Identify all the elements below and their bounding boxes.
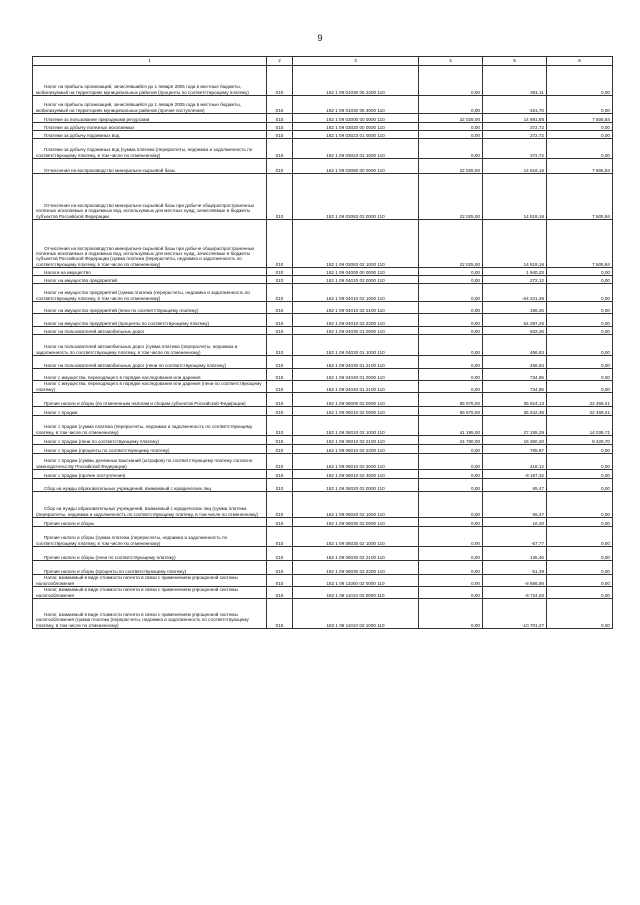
row-value-col4: 0,00 [419,335,483,356]
row-value-col6: 7 505,84 [547,220,613,268]
table-row [33,416,613,436]
row-value-col5: 272,12 [483,276,547,284]
row-line-code: 010 [267,436,293,445]
row-name-text: Налог на прибыль организаций, зачислявшийся до 1 января 2005 года в местные бюджеты, мобилизуемый на территориях муниципальных районов (проценты по соответствующему платежу) [36,84,249,95]
row-line-code: 010 [267,492,293,518]
row-name-text: Налог на пользователей автомобильных дорог (сумма платежа (перерасчеты, недоимка и задолженность по соответствующему платежу, в том числе по отмененному) [36,344,238,355]
row-budget-code: 182 1 09 06030 02 1000 110 [293,527,419,547]
row-value-col6: 0,00 [547,381,613,393]
row-value-col6: 0,00 [547,492,613,518]
row-name-text: Налог на пользователей автомобильных дорог (пени по соответствующему платежу) [44,362,226,368]
row-line-code: 010 [267,416,293,436]
row-budget-code: 182 1 09 03023 01 1000 110 [293,139,419,159]
row-value-col4: 0,00 [419,302,483,314]
table-row [33,454,613,470]
row-budget-code: 182 1 09 04010 02 2100 110 [293,302,419,314]
row-value-col4: 0,00 [419,284,483,302]
row-value-col4: 22 025,00 [419,159,483,174]
row-line-code: 010 [267,276,293,284]
table-header-row [33,57,613,66]
row-line-code: 010 [267,123,293,131]
row-value-col6: 0,00 [547,527,613,547]
row-budget-code: 182 1 09 06010 02 1000 110 [293,416,419,436]
table-row [33,314,613,327]
row-name [33,302,267,314]
row-value-col6: 0,00 [547,479,613,492]
column-header: 2 [267,57,293,66]
row-budget-code: 182 1 09 03020 00 0000 110 [293,123,419,131]
row-budget-code: 182 1 09 01030 05 4000 110 [293,96,419,114]
row-name [33,139,267,159]
row-value-col6: 0,00 [547,131,613,139]
table-row [33,123,613,131]
row-value-col5: -10 701,27 [483,599,547,629]
row-line-code: 010 [267,314,293,327]
row-line-code: 010 [267,381,293,393]
table-row [33,407,613,416]
row-value-col6: 0,00 [547,356,613,369]
row-value-col6: 0,00 [547,268,613,276]
row-line-code: 010 [267,356,293,369]
row-value-col5: 372,72 [483,139,547,159]
row-value-col6: 0,00 [547,276,613,284]
row-name-text: Отчисления на воспроизводство минерально-сырьевой базы при добыче общераспространенных полезных ископаемых и подземных вод, используемых для местных нужд, зачисляемые в бюджеты субъектов Российской Федерации [36,203,255,219]
row-value-col4: 0,00 [419,492,483,518]
row-value-col6: 0,00 [547,314,613,327]
row-line-code: 010 [267,96,293,114]
row-name [33,561,267,575]
row-name [33,356,267,369]
row-line-code: 010 [267,302,293,314]
row-name [33,335,267,356]
row-name [33,268,267,276]
row-value-col5: -64 221,39 [483,284,547,302]
row-name-text: Налог на имущество предприятий (сумма платежа (перерасчеты, недоимка и задолженность по соответствующему платежу, в том числе по отмененному) [36,290,250,301]
row-value-col4: 24 780,00 [419,436,483,445]
row-name [33,518,267,527]
row-line-code: 010 [267,470,293,479]
row-value-col4: 65 975,00 [419,393,483,407]
row-value-col5: 16 350,30 [483,436,547,445]
row-name [33,123,267,131]
table-row [33,470,613,479]
row-value-col6: 0,00 [547,599,613,629]
row-budget-code: 182 1 09 04040 01 2100 110 [293,381,419,393]
row-value-col4: 0,00 [419,445,483,454]
row-value-col5: 64 297,25 [483,314,547,327]
row-budget-code: 182 1 09 06030 02 0000 110 [293,518,419,527]
row-value-col6: 0,00 [547,587,613,599]
row-name-text: Налог с продаж [44,409,78,415]
table-row [33,268,613,276]
row-value-col4: 0,00 [419,276,483,284]
row-name [33,527,267,547]
row-line-code: 010 [267,114,293,123]
row-value-col5: 734,95 [483,381,547,393]
row-budget-code: 182 1 09 06010 02 2100 110 [293,436,419,445]
row-value-col6: 0,00 [547,284,613,302]
row-budget-code: 182 1 09 04000 00 0000 110 [293,268,419,276]
row-value-col5: -51,39 [483,561,547,575]
row-value-col5: 135,46 [483,547,547,561]
row-line-code: 010 [267,407,293,416]
row-value-col4: 0,00 [419,470,483,479]
row-value-col6: 7 505,84 [547,114,613,123]
row-line-code: 010 [267,335,293,356]
row-line-code: 010 [267,518,293,527]
table-row [33,302,613,314]
row-value-col4: 0,00 [419,479,483,492]
row-value-col5: 372,72 [483,123,547,131]
row-line-code: 010 [267,66,293,96]
row-value-col6: 0,00 [547,470,613,479]
row-value-col6: 0,00 [547,302,613,314]
row-value-col4: 22 025,00 [419,174,483,220]
table-row [33,575,613,587]
row-name-text: Платежи за добычу подземных вод [44,132,120,138]
row-line-code: 010 [267,393,293,407]
row-line-code: 010 [267,220,293,268]
row-name [33,220,267,268]
row-name-text: Налог, взимаемый в виде стоимости патента в связи с применением упрощенной системы налогообложения (сумма платежа (перерасчеты, недоимка и задолженность по соответствующему платежу, в том числе по отмененному) [36,612,249,628]
row-name [33,470,267,479]
row-value-col4: 0,00 [419,314,483,327]
row-name-text: Отчисления на воспроизводство минерально-сырьевой базы при добыче общераспространенных полезных ископаемых и подземных вод, используемых для местных нужд, зачисляемые в бюджеты субъектов Российской Федерации (сумма платежа (перерасчеты, недоимка и задолженность по соответствующему платежу, в том числе по отмененному) [36,245,255,267]
row-value-col4: 0,00 [419,518,483,527]
row-name [33,547,267,561]
column-header: 5 [483,57,547,66]
row-line-code: 010 [267,284,293,302]
row-budget-code: 182 1 09 06010 02 2200 110 [293,445,419,454]
row-name-text: Прочие налоги и сборы (по отмененным налогам и сборам субъектов Российской Федерации) [44,400,246,406]
row-value-col5: -9 167,32 [483,470,547,479]
row-name [33,131,267,139]
table-row [33,276,613,284]
row-name-text: Сбор на нужды образовательных учреждений, взимаемый с юридических лиц (сумма платежа (перерасчеты, недоимка и задолженность по соответствующему платежу, в том числе по отмененному) [36,506,259,517]
row-name-text: Платежи за добычу полезных ископаемых [44,124,135,130]
row-value-col4: 0,00 [419,66,483,96]
row-value-col5: 933,26 [483,327,547,335]
column-header: 6 [547,57,613,66]
row-budget-code: 182 1 09 04030 01 2100 110 [293,356,419,369]
table-body [33,66,613,629]
row-value-col5: 65,47 [483,492,547,518]
row-value-col4: 0,00 [419,327,483,335]
row-budget-code: 182 1 09 04010 02 0000 110 [293,276,419,284]
row-line-code: 010 [267,268,293,276]
row-name [33,284,267,302]
row-name-text: Налог с продаж (прочие поступления) [44,472,126,478]
row-value-col5: 27 155,29 [483,416,547,436]
row-name-text: Налог на прибыль организаций, зачислявшийся до 1 января 2005 года в местные бюджеты, мобилизуемый на территориях муниципальных районов (прочие поступления) [36,102,241,113]
row-value-col4: 0,00 [419,123,483,131]
row-name [33,327,267,335]
table-row [33,114,613,123]
row-value-col6: 7 505,84 [547,159,613,174]
row-name-text: Налог, взимаемый в виде стоимости патента в связи с применением упрощенной системы налогообложения [36,575,238,586]
row-value-col4: 0,00 [419,96,483,114]
row-value-col6: 0,00 [547,518,613,527]
row-budget-code: 182 1 09 03083 02 1000 110 [293,220,419,268]
row-value-col4: 0,00 [419,139,483,159]
row-name [33,159,267,174]
row-name [33,492,267,518]
table-row [33,139,613,159]
row-budget-code: 182 1 09 06010 02 3000 110 [293,454,419,470]
table-row [33,327,613,335]
row-budget-code: 182 1 09 11010 02 1000 110 [293,599,419,629]
row-name [33,436,267,445]
row-value-col5: -8 666,88 [483,575,547,587]
table-row [33,356,613,369]
row-name-text: Налог с имущества, переходящего в порядке наследования или дарения (пени по соответствующему платежу) [36,381,262,392]
row-value-col6: 22 469,41 [547,393,613,407]
table-row [33,479,613,492]
row-value-col5: 14 519,16 [483,174,547,220]
row-value-col5: 35 624,13 [483,393,547,407]
table-row [33,381,613,393]
row-name-text: Налог с продаж (проценты по соответствующему платежу) [44,447,170,453]
table-row [33,159,613,174]
row-name-text: Отчисления на воспроизводство минерально-сырьевой базы [44,167,176,173]
row-value-col5: -67,77 [483,527,547,547]
row-value-col6: 8 429,70 [547,436,613,445]
column-header: 3 [293,57,419,66]
row-name [33,479,267,492]
row-name-text: Прочие налоги и сборы (проценты по соответствующему платежу) [44,568,187,574]
row-value-col6: 0,00 [547,335,613,356]
row-value-col4: 0,00 [419,454,483,470]
row-name [33,314,267,327]
row-line-code: 010 [267,369,293,381]
row-value-col4: 0,00 [419,575,483,587]
row-value-col6: 7 505,84 [547,174,613,220]
row-value-col5: 16,30 [483,518,547,527]
row-line-code: 010 [267,445,293,454]
row-line-code: 010 [267,174,293,220]
row-value-col4: 0,00 [419,561,483,575]
row-budget-code: 182 1 09 03083 02 0000 110 [293,174,419,220]
row-line-code: 010 [267,327,293,335]
table-row [33,131,613,139]
row-budget-code: 182 1 09 06020 02 1000 110 [293,492,419,518]
row-value-col4: 0,00 [419,369,483,381]
row-value-col5: 1 940,33 [483,268,547,276]
row-budget-code: 182 1 09 04030 01 1000 110 [293,335,419,356]
row-line-code: 010 [267,599,293,629]
row-value-col6: 0,00 [547,96,613,114]
row-value-col6: 22 469,41 [547,407,613,416]
row-value-col6: 0,00 [547,445,613,454]
row-value-col5: -8 724,03 [483,587,547,599]
row-name-text: Прочие налоги и сборы [44,520,95,526]
column-header: 1 [33,57,267,66]
row-name-text: Налог на имущество предприятий (проценты по соответствующему платежу) [44,320,210,326]
row-budget-code: 182 1 09 06010 02 4000 110 [293,470,419,479]
row-line-code: 010 [267,131,293,139]
table-row [33,284,613,302]
row-value-col4: 0,00 [419,599,483,629]
row-value-col6: 0,00 [547,139,613,159]
row-budget-code: 182 1 09 04010 02 1000 110 [293,284,419,302]
row-value-col5: 361,11 [483,66,547,96]
row-value-col5: 14 519,16 [483,220,547,268]
row-name [33,66,267,96]
row-value-col4: 22 025,00 [419,114,483,123]
row-name-text: Налог с имущества, переходящего в порядке наследования или дарения [44,374,201,380]
page-number: 9 [317,33,323,43]
row-value-col5: 372,72 [483,131,547,139]
row-name-text: Налог на пользователей автомобильных дорог [44,328,145,334]
table-row [33,518,613,527]
row-line-code: 010 [267,587,293,599]
row-value-col5: 35 542,36 [483,407,547,416]
row-name [33,454,267,470]
row-budget-code: 182 1 09 11000 02 0000 110 [293,575,419,587]
row-value-col5: 466,63 [483,356,547,369]
row-value-col6: 0,00 [547,575,613,587]
row-value-col6: 0,00 [547,327,613,335]
row-budget-code: 182 1 09 03080 00 0000 110 [293,159,419,174]
row-budget-code: 182 1 09 03023 01 0000 110 [293,131,419,139]
row-budget-code: 182 1 09 11010 02 0000 110 [293,587,419,599]
row-name-text: Налоги на имущество [44,269,91,275]
row-name [33,276,267,284]
row-budget-code: 182 1 09 01030 05 2200 110 [293,66,419,96]
row-budget-code: 182 1 09 06020 02 0000 110 [293,479,419,492]
row-name [33,381,267,393]
row-name [33,599,267,629]
row-name [33,407,267,416]
row-budget-code: 182 1 09 04040 01 0000 110 [293,369,419,381]
row-value-col6: 0,00 [547,547,613,561]
row-budget-code: 182 1 09 04030 01 0000 110 [293,327,419,335]
row-line-code: 010 [267,479,293,492]
table-row [33,561,613,575]
row-value-col5: 734,95 [483,369,547,381]
row-value-col4: 0,00 [419,268,483,276]
row-value-col5: 14 519,16 [483,159,547,174]
row-name [33,575,267,587]
row-name-text: Налог с продаж (пени по соответствующему платежу) [44,438,160,444]
row-budget-code: 182 1 09 04010 02 2200 110 [293,314,419,327]
row-value-col4: 0,00 [419,356,483,369]
row-name [33,174,267,220]
row-value-col5: 196,26 [483,302,547,314]
budget-table [32,56,613,629]
row-name-text: Налог, взимаемый в виде стоимости патента в связи с применением упрощенной системы налогообложения [36,587,238,598]
row-value-col4: 0,00 [419,527,483,547]
row-name [33,416,267,436]
row-budget-code: 182 1 09 06010 02 0000 110 [293,407,419,416]
table-row [33,393,613,407]
table-row [33,96,613,114]
row-name [33,96,267,114]
table-row [33,174,613,220]
row-name-text: Налог с продаж (суммы денежных взысканий (штрафов) по соответствующему платежу согласно законодательству Российской Федерации) [36,458,253,469]
row-value-col4: 65 975,00 [419,407,483,416]
table-row [33,587,613,599]
row-value-col6: 14 039,71 [547,416,613,436]
table-row [33,445,613,454]
row-value-col5: 65,47 [483,479,547,492]
table-row [33,599,613,629]
table-row [33,492,613,518]
row-value-col5: 14 891,88 [483,114,547,123]
row-line-code: 010 [267,547,293,561]
row-name-text: Платежи за пользование природными ресурсами [44,116,150,122]
row-line-code: 010 [267,527,293,547]
row-value-col5: 466,63 [483,335,547,356]
row-value-col6: 0,00 [547,123,613,131]
row-name-text: Платежи за добычу подземных вод (сумма платежа (перерасчеты, недоимка и задолженность по соответствующему платежу, в том числе по отмененному) [36,147,253,158]
table-row [33,369,613,381]
row-budget-code: 182 1 09 06000 02 0000 110 [293,393,419,407]
row-value-col6: 0,00 [547,454,613,470]
row-value-col4: 0,00 [419,587,483,599]
row-name [33,369,267,381]
row-budget-code: 182 1 09 06030 02 2100 110 [293,547,419,561]
row-line-code: 010 [267,575,293,587]
row-line-code: 010 [267,454,293,470]
row-name [33,114,267,123]
row-value-col6: 0,00 [547,561,613,575]
row-value-col6: 0,00 [547,66,613,96]
row-name [33,393,267,407]
row-value-col4: 0,00 [419,131,483,139]
row-line-code: 010 [267,561,293,575]
row-name-text: Прочие налоги и сборы (сумма платежа (перерасчеты, недоимка и задолженность по соответствующему платежу, в том числе по отмененному) [36,535,228,546]
table-row [33,547,613,561]
table-row [33,436,613,445]
row-value-col4: 41 195,00 [419,416,483,436]
column-header: 4 [419,57,483,66]
table-row [33,220,613,268]
row-name [33,445,267,454]
table-row [33,66,613,96]
table-row [33,527,613,547]
row-name-text: Налог на имущество предприятий (пени по соответствующему платежу) [44,307,199,313]
row-value-col4: 0,00 [419,381,483,393]
row-line-code: 010 [267,159,293,174]
row-budget-code: 182 1 09 06030 02 2200 110 [293,561,419,575]
table-row [33,335,613,356]
row-name [33,587,267,599]
row-value-col5: 785,97 [483,445,547,454]
row-value-col4: 0,00 [419,547,483,561]
row-line-code: 010 [267,139,293,159]
row-name-text: Прочие налоги и сборы (пени по соответствующему платежу) [44,554,176,560]
row-value-col5: 418,12 [483,454,547,470]
row-name-text: Сбор на нужды образовательных учреждений, взимаемый с юридических лиц [44,485,212,491]
row-value-col4: 22 025,00 [419,220,483,268]
row-budget-code: 182 1 09 03000 00 0000 110 [293,114,419,123]
row-name-text: Налог на имущество предприятий [44,277,117,283]
row-name-text: Налог с продаж (сумма платежа (перерасчеты, недоимка и задолженность по соответствующему платежу, в том числе по отмененному) [36,424,253,435]
row-value-col6: 0,00 [547,369,613,381]
row-value-col5: -161,70 [483,96,547,114]
